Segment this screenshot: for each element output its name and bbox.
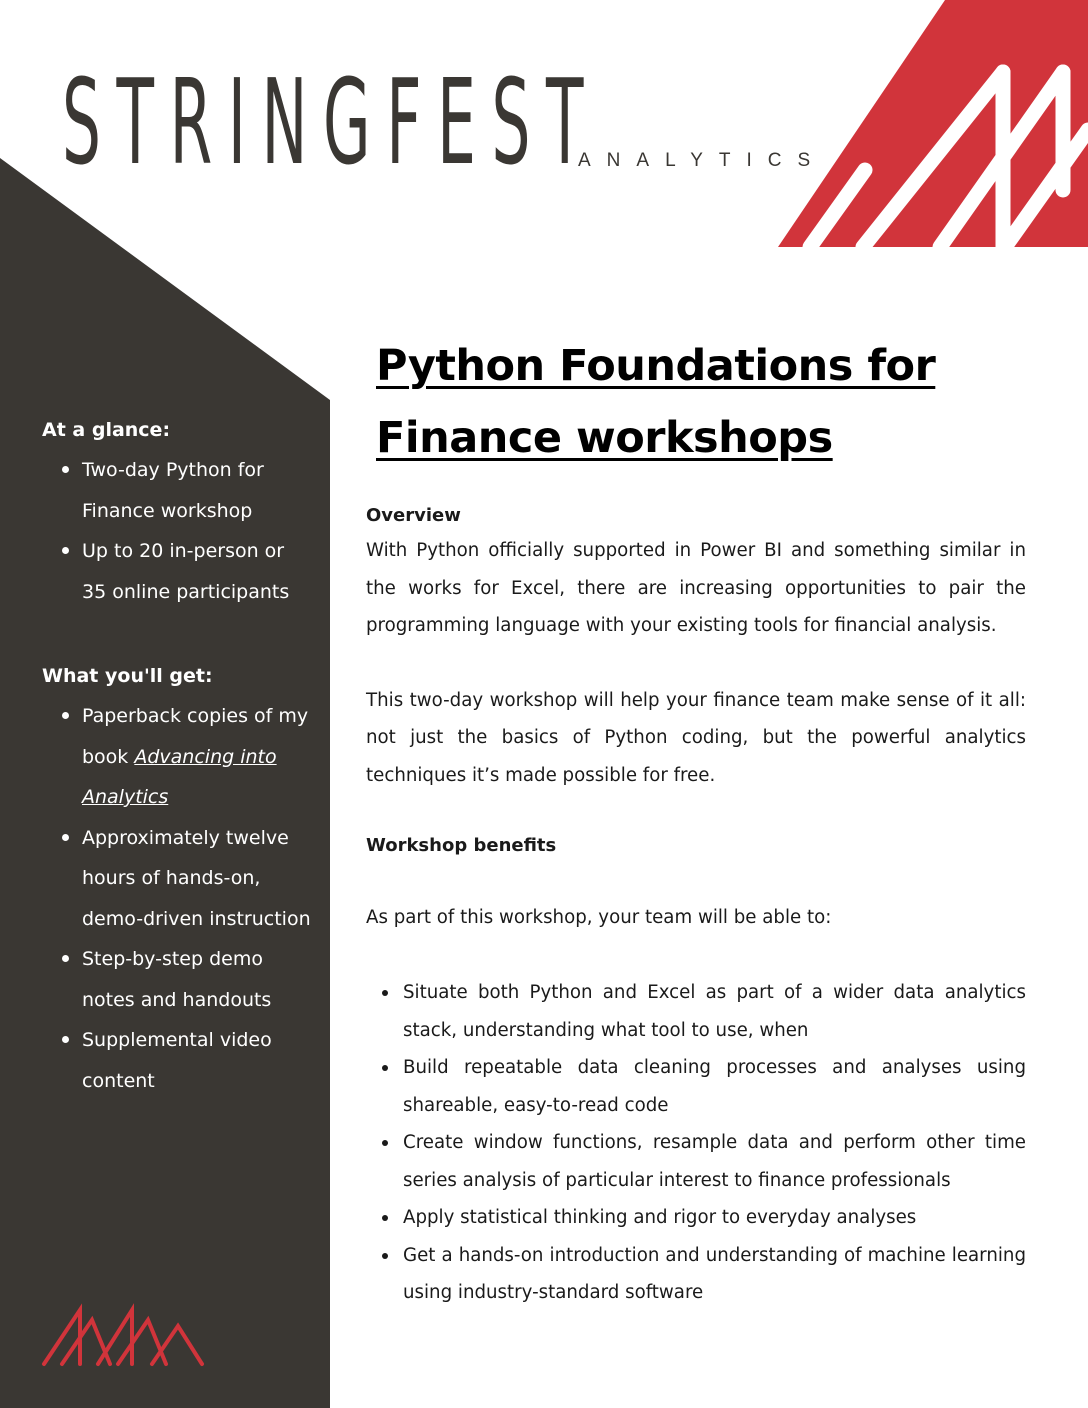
get-list (42, 696, 312, 1101)
overview-heading: Overview (366, 505, 461, 526)
overview-paragraph-2: This two-day workshop will help your finance team make sense of it all: not just the basics of Python coding, but the powerful analytics techniques it’s made possible for free. (366, 689, 1026, 786)
page-title: Python Foundations for Finance workshops (376, 341, 936, 463)
glance-item: Up to 20 in-person or 35 online participants (82, 531, 312, 612)
benefit-item: Situate both Python and Excel as part of a wider data analytics stack, understanding what tool to use, when (403, 974, 1026, 1049)
book-title-link[interactable]: Advancing into Analytics (82, 745, 277, 808)
brand-name: STRINGFEST (62, 53, 600, 191)
get-item-video: Supplemental video content (82, 1020, 312, 1101)
get-item-book (82, 696, 312, 818)
footer-logo-mark (40, 1300, 210, 1370)
glance-heading: At a glance: (42, 419, 171, 441)
benefits-heading: Workshop benefits (366, 835, 557, 856)
book-prefix: Paperback copies of my book (82, 705, 309, 768)
get-item-hours: Approximately twelve hours of hands-on, demo-driven instruction (82, 818, 312, 940)
corner-logo-graphic (778, 0, 1088, 247)
brand-subtitle: ANALYTICS (578, 150, 827, 171)
benefit-item: Get a hands-on introduction and understanding of machine learning using industry-standard software (403, 1237, 1026, 1312)
get-heading: What you'll get: (42, 665, 213, 687)
glance-item: Two-day Python for Finance workshop (82, 450, 312, 531)
benefits-intro: As part of this workshop, your team will be able to: (366, 907, 832, 928)
benefit-item: Apply statistical thinking and rigor to everyday analyses (403, 1199, 1026, 1237)
overview-paragraph-1: With Python officially supported in Power BI and something similar in the works for Excel, there are increasing opportunities to pair the programming language with your existing tools for financial analysis. (366, 540, 1026, 636)
glance-list (42, 450, 312, 612)
benefits-list (366, 974, 1026, 1312)
get-item-notes: Step-by-step demo notes and handouts (82, 939, 312, 1020)
benefit-item: Create window functions, resample data and perform other time series analysis of particular interest to finance professionals (403, 1124, 1026, 1199)
sidebar (42, 414, 312, 1101)
benefit-item: Build repeatable data cleaning processes and analyses using shareable, easy-to-read code (403, 1049, 1026, 1124)
main-content (366, 330, 1026, 1312)
